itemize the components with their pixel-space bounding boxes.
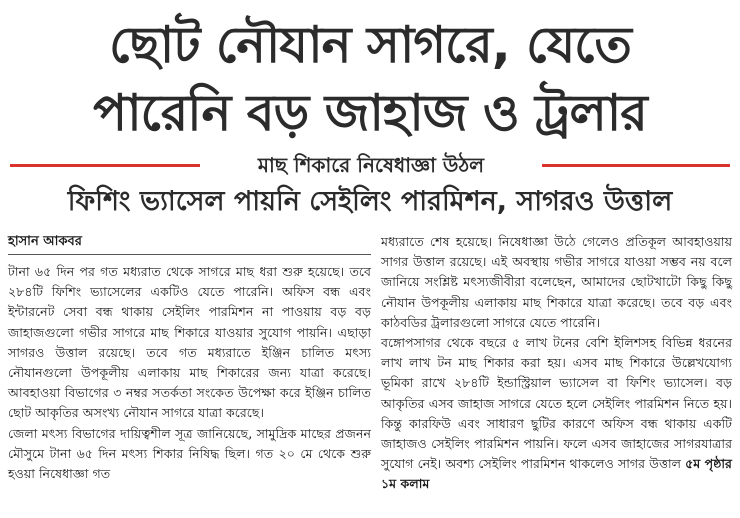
article-paragraph: টানা ৬৫ দিন পর গত মধ্যরাত থেকে সাগরে মাছ ধরা শুরু হয়েছে। তবে ২৮৪টি ফিশিং ভ্যাসেলের একটিও যেতে পারেনি। অফিস বন্ধ এবং ইন্টারনেট সেবা বন্ধ থাকায় সেইলিং পারমিশন না পাওয়ায় বড় বড় জাহাজগুলো গভীর সাগরে মাছ শিকারে যাওয়ার সুযোগ পায়নি। এছাড়া সাগরও উত্তাল রয়েছে। তবে গত মধ্যরাতে ইঞ্জিন চালিত মৎস্য নৌযানগুলো উপকূলীয় এলাকায় মাছ শিকারের জন্য যাত্রা করেছে। আবহাওয়া বিভাগের ৩ নম্বর সতর্কতা সংকেত উপেক্ষা করে ইঞ্জিন চালিত ছোট আকৃতির অসংখ্য নৌযান সাগরে যাত্রা করেছে। bbox=[8, 264, 371, 421]
subheadline: ফিশিং ভ্যাসেল পায়নি সেইলিং পারমিশন, সাগরও উত্তাল bbox=[67, 186, 673, 217]
article-column-1 bbox=[8, 262, 371, 484]
article-paragraph: মধ্যরাতে শেষ হয়েছে। নিষেধাজ্ঞা উঠে গেলেও প্রতিকূল আবহাওয়ায় সাগর উত্তাল রয়েছে। এই অবস্থায় গভীর সাগরে যাওয়া সম্ভব নয় বলে জানিয়ে সংশ্লিষ্ট মৎস্যজীবীরা বলেছেন, আমাদের ছোটখাটো কিছু কিছু নৌযান উপকূলীয় এলাকায় মাছ শিকারে যাত্রা করেছে। তবে বড় এবং কাঠবডির ট্রলারগুলো সাগরে যেতে পারেনি। bbox=[381, 234, 732, 330]
article-paragraph-text: বঙ্গোপসাগর থেকে বছরে ৫ লাখ টনের বেশি ইলিশসহ বিভিন্ন ধরনের লাখ লাখ টন মাছ শিকার করা হয়। এসব মাছ শিকারে উল্লেখযোগ্য ভূমিকা রাখে ২৮৪টি ইন্ডাস্ট্রিয়াল ভ্যাসেল বা ফিশিং ভ্যাসেল। বড় আকৃতির এসব জাহাজ সাগরে যেতে হলে সেইলিং পারমিশন নিতে হয়। কিন্তু কারফিউ এবং সাধারণ ছুটির কারণে অফিস বন্ধ থাকায় একটি জাহাজও সেইলিং পারমিশন পায়নি। ফলে এসব জাহাজের সাগরযাত্রার সুযোগ নেই। অবশ্য সেইলিং পারমিশন থাকলেও সাগর উত্তাল bbox=[381, 335, 732, 472]
article-column-2 bbox=[381, 232, 732, 495]
kicker: মাছ শিকারে নিষেধাজ্ঞা উঠল bbox=[257, 153, 485, 177]
article-paragraph-last bbox=[381, 333, 732, 495]
byline-divider bbox=[8, 254, 371, 255]
article-paragraph: জেলা মৎস্য বিভাগের দায়িত্বশীল সূত্র জানিয়েছে, সামুদ্রিক মাছের প্রজনন মৌসুমে টানা ৬৫ দিন মৎস্য শিকার নিষিদ্ধ ছিল। গত ২০ মে থেকে শুরু হওয়া নিষেধাজ্ঞা গত bbox=[8, 425, 371, 482]
kicker-rule-right bbox=[542, 164, 730, 167]
byline: হাসান আকবর bbox=[8, 234, 82, 249]
headline-line-1: ছোট নৌযান সাগরে, যেতে bbox=[109, 16, 631, 74]
kicker-rule-left bbox=[10, 164, 200, 167]
headline-line-2: পারেনি বড় জাহাজ ও ট্রলার bbox=[93, 84, 647, 142]
continuation-jump-link[interactable]: ৫ম পৃষ্ঠার ১ম কলাম bbox=[381, 456, 732, 492]
